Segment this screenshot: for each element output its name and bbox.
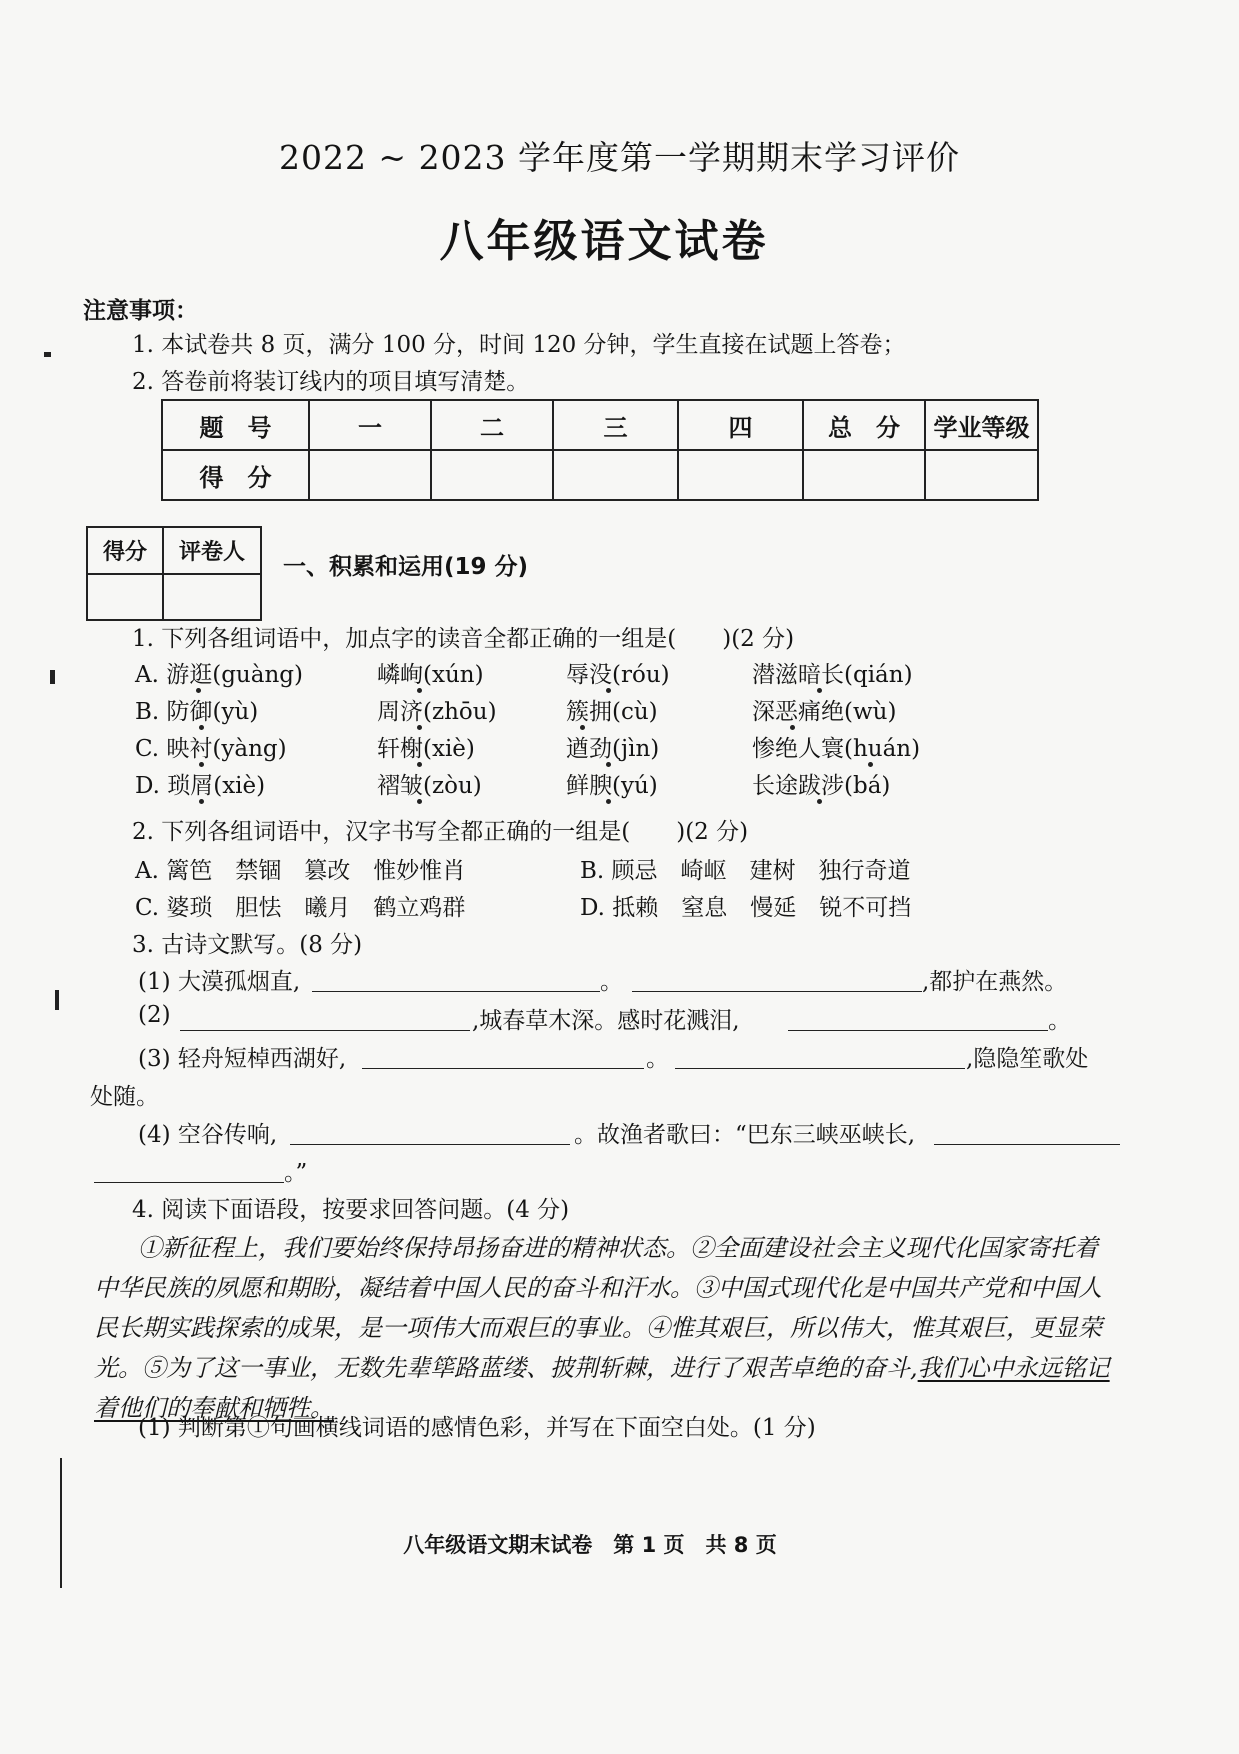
score-table-cell: 二 (431, 400, 553, 450)
q3-line3-cont: 处随。 (90, 1084, 159, 1110)
score-table-cell: 学业等级 (925, 400, 1038, 450)
score-input-cell[interactable] (553, 450, 678, 500)
score-table-score-row (162, 450, 1038, 500)
q3-line3-end: ,隐隐笙歌处 (966, 1046, 1089, 1072)
grader-score-cell[interactable] (87, 574, 163, 621)
q2-option-c[interactable]: C. 婆琐 胆怯 曦月 鹤立鸡群 (135, 895, 466, 921)
emphasis-dot (417, 762, 422, 767)
answer-blank[interactable] (675, 1067, 965, 1069)
exam-title: 八年级语文试卷 (439, 216, 769, 267)
option-text: 辱没(róu) (566, 662, 670, 688)
emphasis-dot (199, 762, 204, 767)
notice-item-1: 1. 本试卷共 8 页，满分 100 分，时间 120 分钟，学生直接在试题上答卷； (132, 332, 906, 358)
emphasis-dot (817, 688, 822, 693)
score-table-cell: 四 (678, 400, 803, 450)
score-table (161, 399, 1039, 501)
q3-line2-start: (2) (138, 1002, 171, 1028)
option-text: 鲜腴(yú) (566, 773, 658, 799)
score-input-cell[interactable] (925, 450, 1038, 500)
emphasis-dot (606, 688, 611, 693)
emphasis-dot (199, 799, 204, 804)
q1-stem: 1. 下列各组词语中，加点字的读音全都正确的一组是( )(2 分) (132, 626, 795, 652)
q3-line2-mid: ,城春草木深。感时花溅泪, (472, 1008, 740, 1034)
q3-line3-start: (3) 轻舟短棹西湖好, (138, 1046, 347, 1072)
answer-blank[interactable] (788, 1029, 1048, 1031)
answer-blank[interactable] (934, 1143, 1120, 1145)
q3-line1-mid: 。 (600, 969, 623, 995)
emphasis-dot (790, 725, 795, 730)
q4-passage (94, 1228, 1114, 1428)
score-table-cell: 总 分 (803, 400, 925, 450)
option-text: 周济(zhōu) (377, 699, 497, 725)
score-table-cell: 一 (309, 400, 431, 450)
option-text: A. 游逛(guàng) (135, 662, 303, 688)
option-text: D. 琐屑(xiè) (135, 773, 266, 799)
emphasis-dot (417, 725, 422, 730)
q3-line1-start: (1) 大漠孤烟直, (138, 969, 301, 995)
scan-mark (44, 352, 51, 357)
score-row-label: 得 分 (162, 450, 309, 500)
option-text: 褶皱(zòu) (377, 773, 482, 799)
answer-blank[interactable] (290, 1143, 570, 1145)
scan-mark (60, 1458, 62, 1588)
grader-name-label: 评卷人 (163, 527, 261, 574)
emphasis-dot (196, 688, 201, 693)
score-table-cell: 三 (553, 400, 678, 450)
q2-stem: 2. 下列各组词语中，汉字书写全都正确的一组是( )(2 分) (132, 819, 749, 845)
scan-mark (50, 670, 55, 684)
q2-option-b[interactable]: B. 顾忌 崎岖 建树 独行奇道 (580, 858, 911, 884)
option-text: 嶙峋(xún) (377, 662, 484, 688)
emphasis-dot (606, 762, 611, 767)
grader-name-cell[interactable] (163, 574, 261, 621)
emphasis-dot (580, 725, 585, 730)
option-text: 潜滋暗长(qián) (752, 662, 913, 688)
notice-item-2: 2. 答卷前将装订线内的项目填写清楚。 (132, 369, 530, 395)
option-text: C. 映衬(yàng) (135, 736, 287, 762)
scan-mark (55, 990, 59, 1010)
option-text: 轩榭(xiè) (377, 736, 475, 762)
answer-blank[interactable] (94, 1181, 284, 1183)
q4-stem: 4. 阅读下面语段，按要求回答问题。(4 分) (132, 1197, 570, 1223)
emphasis-dot (417, 799, 422, 804)
emphasis-dot (199, 725, 204, 730)
emphasis-dot (868, 762, 873, 767)
option-text: 长途跋涉(bá) (752, 773, 891, 799)
score-table-header-row (162, 400, 1038, 450)
q3-line1-end: ,都护在燕然。 (922, 969, 1068, 995)
passage-text: ①新征程上，我们要始终保持昂扬奋进的精神状态。②全面建设社会主义现代化国家寄托着中华民族的夙愿和期盼，凝结着中国人民的奋斗和汗水。③中国式现代化是中国共产党和中国人民长期实践探索的成果，是一项伟大而艰巨的事业。④惟其艰巨，所以伟大，惟其艰巨，更显荣光。⑤为了这一事业，无数先辈筚路蓝缕、披荆斩棘，进行了艰苦卓绝的奋斗, (94, 1234, 1102, 1382)
page-footer: 八年级语文期末试卷 第 1 页 共 8 页 (403, 1533, 777, 1557)
q3-line2-end: 。 (1048, 1008, 1071, 1034)
q3-line4-end: 。” (284, 1160, 308, 1186)
option-text: 簇拥(cù) (566, 699, 658, 725)
answer-blank[interactable] (632, 990, 922, 992)
option-text: 惨绝人寰(huán) (752, 736, 921, 762)
answer-blank[interactable] (362, 1067, 644, 1069)
passage-underlined: 我们心中永远铭记着他们的奉献和牺牲。 (94, 1354, 1110, 1422)
option-text: B. 防御(yù) (135, 699, 259, 725)
q3-line4-start: (4) 空谷传响, (138, 1122, 278, 1148)
emphasis-dot (817, 799, 822, 804)
emphasis-dot (606, 799, 611, 804)
answer-blank[interactable] (180, 1029, 470, 1031)
emphasis-dot (417, 688, 422, 693)
answer-blank[interactable] (312, 990, 600, 992)
q3-stem: 3. 古诗文默写。(8 分) (132, 932, 363, 958)
score-table-cell: 题 号 (162, 400, 309, 450)
q3-line4-mid: 。故渔者歌曰：“巴东三峡巫峡长, (574, 1122, 916, 1148)
option-text: 遒劲(jìn) (566, 736, 660, 762)
grader-score-label: 得分 (87, 527, 163, 574)
section-1-title: 一、积累和运用(19 分) (283, 554, 529, 580)
q4-sub1: (1) 判断第①句画横线词语的感情色彩，并写在下面空白处。(1 分) (138, 1415, 816, 1441)
score-input-cell[interactable] (431, 450, 553, 500)
score-input-cell[interactable] (803, 450, 925, 500)
grader-box (86, 526, 262, 621)
option-text: 深恶痛绝(wù) (752, 699, 897, 725)
term-title: 2022 ~ 2023 学年度第一学期期末学习评价 (278, 138, 961, 177)
q3-line3-mid: 。 (646, 1046, 669, 1072)
q2-option-a[interactable]: A. 篱笆 禁锢 篡改 惟妙惟肖 (135, 858, 466, 884)
score-input-cell[interactable] (309, 450, 431, 500)
score-input-cell[interactable] (678, 450, 803, 500)
notice-heading: 注意事项： (83, 298, 198, 324)
q2-option-d[interactable]: D. 抵赖 窒息 慢延 锐不可挡 (580, 895, 912, 921)
